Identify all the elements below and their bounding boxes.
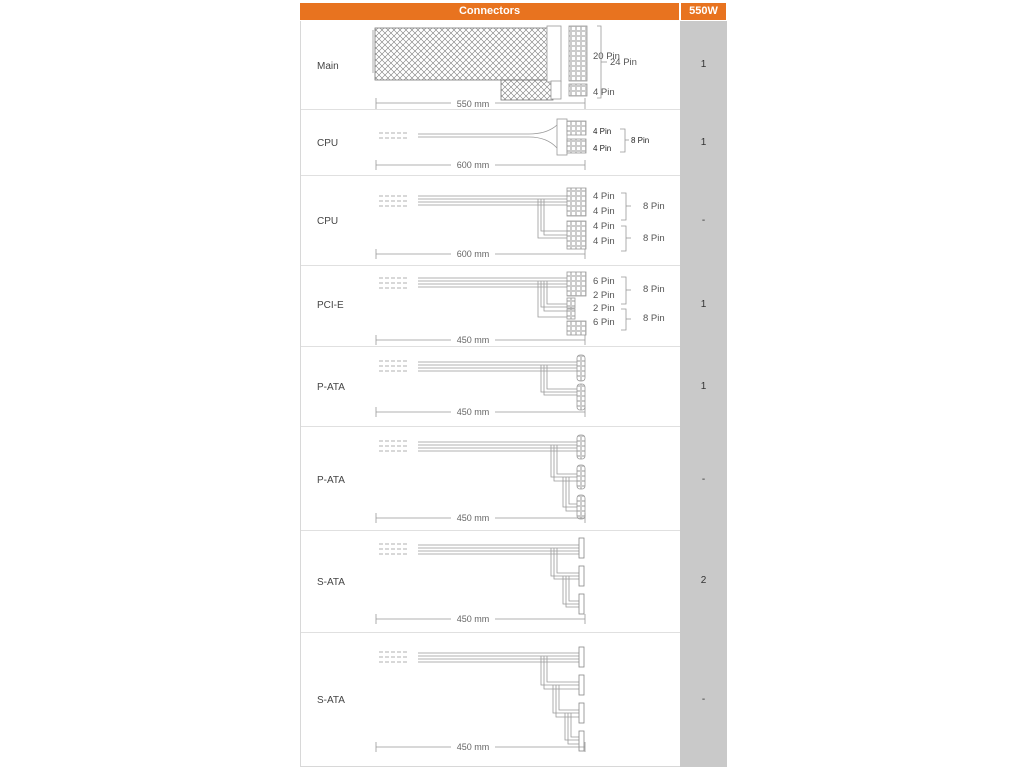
pin-label: 4 Pin (593, 87, 615, 98)
connector-type-label: S-ATA (317, 695, 345, 706)
pin-label: 4 Pin (593, 236, 615, 247)
cable-length: 450 mm (456, 614, 490, 624)
cable-length: 600 mm (456, 160, 490, 170)
pin-label: 4 Pin (593, 144, 612, 153)
connector-type-label: Main (317, 61, 339, 72)
connector-count: - (701, 474, 706, 485)
pin-label: 4 Pin (593, 127, 612, 136)
table-body (300, 21, 726, 767)
pin-label: 4 Pin (593, 206, 615, 217)
main-24pin-cable (373, 26, 607, 109)
connector-type-label: S-ATA (317, 577, 345, 588)
cable-length: 450 mm (456, 335, 490, 345)
pin-label: 4 Pin (593, 221, 615, 232)
connector-spec-table (300, 3, 726, 767)
cable-diagrams (301, 21, 680, 767)
cable-length: 450 mm (456, 407, 490, 417)
pin-label: 20 Pin (593, 51, 620, 62)
sata-3-connector-cable (376, 538, 585, 624)
pin-group-label: 8 Pin (643, 284, 665, 295)
connector-count: - (701, 215, 706, 226)
cable-length: 600 mm (456, 249, 490, 259)
connector-type-label: P-ATA (317, 382, 345, 393)
cable-length: 450 mm (456, 742, 490, 752)
connectors-header: Connectors (300, 3, 679, 20)
connector-count: 1 (700, 381, 707, 392)
connector-type-label: CPU (317, 138, 339, 149)
pin-label: 2 Pin (593, 290, 615, 301)
pin-group-label: 8 Pin (643, 201, 665, 212)
cpu-8pin-cable (376, 119, 629, 170)
pin-label: 4 Pin (593, 191, 615, 202)
connector-type-label: PCI-E (317, 300, 344, 311)
pin-label: 2 Pin (593, 303, 615, 314)
cable-length: 550 mm (456, 99, 490, 109)
connector-type-label: P-ATA (317, 475, 345, 486)
connector-count: 1 (700, 299, 707, 310)
quantity-column (680, 21, 727, 767)
pata-3-connector-cable (376, 435, 585, 523)
pin-label: 6 Pin (593, 317, 615, 328)
connector-count: - (701, 694, 706, 705)
model-550w-header: 550W (681, 3, 726, 20)
sata-4-connector-cable (376, 647, 585, 752)
connector-count: 1 (700, 137, 707, 148)
connector-count: 2 (700, 575, 707, 586)
pin-group-label: 8 Pin (631, 136, 650, 145)
cable-length: 450 mm (456, 513, 490, 523)
pin-group-label: 8 Pin (643, 233, 665, 244)
pin-group-label: 24 Pin (610, 57, 637, 68)
connector-type-label: CPU (317, 216, 339, 227)
connector-count: 1 (700, 59, 707, 70)
pin-label: 6 Pin (593, 276, 615, 287)
pin-group-label: 8 Pin (643, 313, 665, 324)
